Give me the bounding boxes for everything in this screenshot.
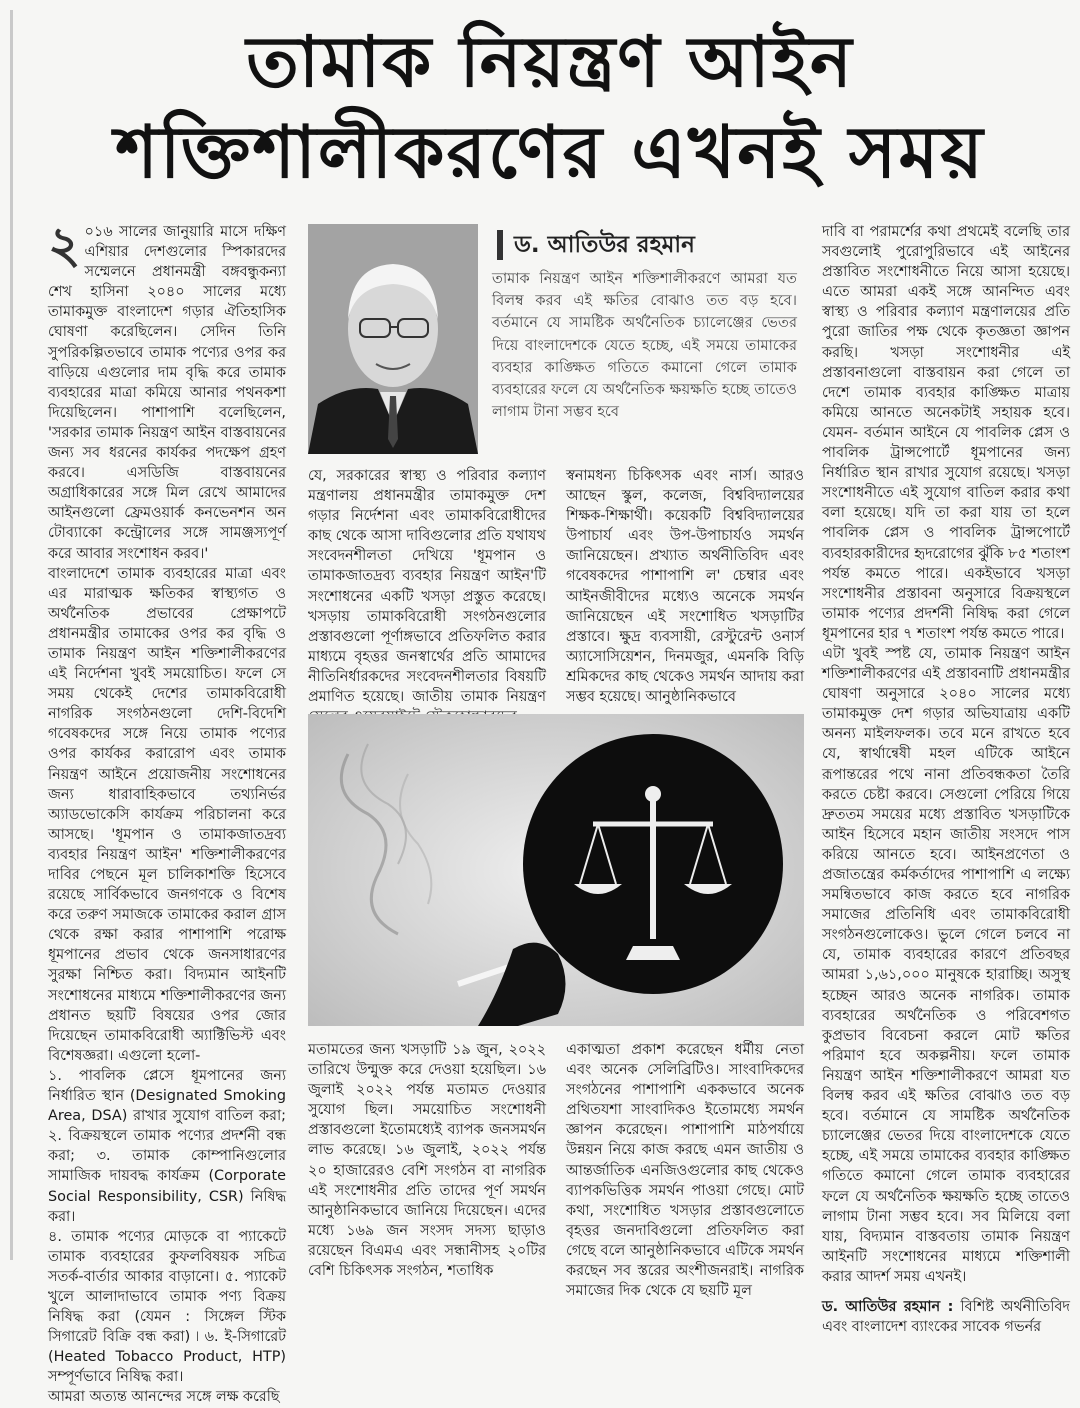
article-column-1: [48, 216, 286, 1406]
article-column-3-top: [566, 466, 804, 706]
headline-line-2: শক্তিশালীকরণের এখনই সময়: [115, 110, 985, 194]
drop-cap: ২: [48, 216, 81, 274]
author-note: [822, 1297, 1070, 1337]
author-note-description: বিশিষ্ট অর্থনীতিবিদ এবং বাংলাদেশ ব্যাংকের সাবেক গভর্নর: [822, 1298, 1070, 1336]
byline-marker: [497, 230, 503, 260]
paragraph: এটা খুবই স্পষ্ট যে, তামাক নিয়ন্ত্রণ আইন শক্তিশালীকরণের এই প্রস্তাবনাটি প্রধানমন্ত্রীর ঘোষণা অনুসারে ২০৪০ সালের মধ্যে তামাকমুক্ত দেশ গড়ার অভিযাত্রায় একটি অনন্য মাইলফলক। তবে মনে রাখতে হবে যে, স্বার্থান্বেষী মহল এটিকে আইনে রূপান্তরের পথে নানা প্রতিবন্ধকতা তৈরি করতে চেষ্টা করবে। সেগুলো পেরিয়ে গিয়ে দ্রুততম সময়ের মধ্যে প্রস্তাবিত খসড়াটিকে আইন হিসেবে মহান জাতীয় সংসদে পাস করিয়ে আনতে হবে। আইনপ্রণেতা ও প্রজাতন্ত্রের কর্মকর্তাদের পাশাপাশি এ লক্ষ্যে সমন্বিতভাবে কাজ করতে হবে নাগরিক সমাজের প্রতিনিধি এবং তামাকবিরোধী সংগঠনগুলোকেও। ভুলে গেলে চলবে না যে, তামাক ব্যবহারের কারণে প্রতিবছর আমরা ১,৬১,০০০ মানুষকে হারাচ্ছি। অসুস্থ হচ্ছেন আরও অনেক নাগরিক। তামাক ব্যবহারের অর্থনৈতিক ও পরিবেশগত কুপ্রভাব বিবেচনা করলে মোট ক্ষতির পরিমাণ হবে অকল্পনীয়। ফলে তামাক নিয়ন্ত্রণ আইন শক্তিশালীকরণে আমরা যত বিলম্ব করব এই ক্ষতির বোঝাও তত বড় হবে। বর্তমানে যে সামষ্টিক অর্থনৈতিক চ্যালেঞ্জের ভেতর দিয়ে বাংলাদেশকে যেতে হচ্ছে, এই সময়ে তামাকের ব্যবহার কাঙ্ক্ষিত গতিতে কমানো গেলে তামাক ব্যবহারের ফলে যে অর্থনৈতিক ক্ষয়ক্ষতি হচ্ছে তাতেও লাগাম টানা সম্ভব হবে। সব মিলিয়ে বলা যায়, বিদ্যমান বাস্তবতায় তামাক নিয়ন্ত্রণ আইনটি সংশোধনের মাধ্যমে শক্তিশালী করার আদর্শ সময় এখনই।: [822, 645, 1070, 1285]
paragraph: স্বনামধন্য চিকিৎসক এবং নার্স। আরও আছেন স্কুল, কলেজ, বিশ্ববিদ্যালয়ের শিক্ষক-শিক্ষার্থী। কয়েকটি বিশ্ববিদ্যালয়ের উপাচার্য এবং উপ-উপাচার্যও সমর্থন জানিয়েছেন। প্রখ্যাত অর্থনীতিবিদ এবং গবেষকদের পাশাপাশি ল' চেম্বার এবং আইনজীবীদের মধ্যেও অনেকে সমর্থন জানিয়েছেন এই সংশোধিত খসড়াটির প্রস্তাবে। ক্ষুদ্র ব্যবসায়ী, রেস্টুরেন্ট ওনার্স অ্যাসোসিয়েশন, দিনমজুর, এমনকি বিড়ি শ্রমিকদের কাছ থেকেও সমর্থন আদায় করা সম্ভব হয়েছে। আনুষ্ঠানিকভাবে: [566, 468, 804, 706]
paragraph: বাংলাদেশে তামাক ব্যবহারের মাত্রা এবং এর মারাত্মক ক্ষতিকর স্বাস্থ্যগত ও অর্থনৈতিক প্রভাবের প্রেক্ষাপটে প্রধানমন্ত্রীর তামাকের ওপর কর বৃদ্ধি ও তামাক নিয়ন্ত্রণ আইন শক্তিশালীকরণের এই নির্দেশনা খুবই সময়োচিত। ফলে সে সময় থেকেই দেশের তামাকবিরোধী নাগরিক সংগঠনগুলো দেশি-বিদেশি গবেষকদের সঙ্গে নিয়ে তামাক পণ্যের ওপর কার্যকর করারোপ এবং তামাক নিয়ন্ত্রণ আইনে প্রয়োজনীয় সংশোধনের জন্য ধারাবাহিকভাবে তথ্যনির্ভর অ্যাডভোকেসি কার্যক্রম পরিচালনা করে আসছে। 'ধূমপান ও তামাকজাতদ্রব্য ব্যবহার নিয়ন্ত্রণ আইন' শক্তিশালীকরণের দাবির পেছনে মূল চালিকাশক্তি হিসেবে রয়েছে সার্বিকভাবে জনগণকে ও বিশেষ করে তরুণ সমাজকে তামাকের করাল গ্রাস থেকে রক্ষা করার পাশাপাশি পরোক্ষ ধূমপানের প্রভাব থেকে জনসাধারণের সুরক্ষা নিশ্চিত করা। বিদ্যমান আইনটি সংশোধনের মাধ্যমে শক্তিশালীকরণের জন্য প্রধানত ছয়টি বিষয়ের ওপর জোর দিয়েছেন তামাকবিরোধী অ্যাক্টিভিস্ট এবং বিশেষজ্ঞরা। এগুলো হলো-: [48, 565, 286, 1064]
pull-quote: তামাক নিয়ন্ত্রণ আইন শক্তিশালীকরণে আমরা যত বিলম্ব করব এই ক্ষতির বোঝাও তত বড় হবে। বর্তমানে যে সামষ্টিক অর্থনৈতিক চ্যালেঞ্জের ভেতর দিয়ে বাংলাদেশকে যেতে হচ্ছে, এই সময়ে তামাকের ব্যবহার কাঙ্ক্ষিত গতিতে কমানো গেলে তামাক ব্যবহারের ফলে যে অর্থনৈতিক ক্ষয়ক্ষতি হচ্ছে তাতেও লাগাম টানা সম্ভব হবে: [492, 270, 797, 421]
author-note-name: ড. আতিউর রহমান :: [822, 1298, 954, 1315]
article-column-2-bottom: [308, 1040, 546, 1280]
paragraph: আমরা অত্যন্ত আনন্দের সঙ্গে লক্ষ করেছি: [48, 1389, 280, 1406]
paragraph: মতামতের জন্য খসড়াটি ১৯ জুন, ২০২২ তারিখে উন্মুক্ত করে দেওয়া হয়েছিল। ১৬ জুলাই ২০২২ পর্যন্ত মতামত দেওয়ার সুযোগ ছিল। সময়োচিত সংশোধনী প্রস্তাবগুলো ইতোমধ্যেই ব্যাপক জনসমর্থন লাভ করেছে। ১৬ জুলাই, ২০২২ পর্যন্ত ২০ হাজারেরও বেশি সংগঠন বা নাগরিক এই সংশোধনীর প্রতি তাদের পূর্ণ সমর্থন আনুষ্ঠানিকভাবে জানিয়ে দিয়েছেন। এদের মধ্যে ১৬৯ জন সংসদ সদস্য ছাড়াও রয়েছেন বিএমএ এবং সন্ধানীসহ ২০টির বেশি চিকিৎসক সংগঠন, শতাধিক: [308, 1042, 546, 1280]
article-column-3-bottom: [566, 1040, 804, 1300]
paragraph: দাবি বা পরামর্শের কথা প্রথমেই বলেছি তার সবগুলোই পুরোপুরিভাবে এই আইনের প্রস্তাবিত সংশোধনীতে নিয়ে আসা হয়েছে। এতে আমরা একই সঙ্গে আনন্দিত এবং স্বাস্থ্য ও পরিবার কল্যাণ মন্ত্রণালয়ের প্রতি পুরো জাতির পক্ষ থেকে কৃতজ্ঞতা জ্ঞাপন করছি। খসড়া সংশোধনীর এই প্রস্তাবনাগুলো বাস্তবায়ন করা গেলে তা দেশে তামাক ব্যবহার কাঙ্ক্ষিত মাত্রায় কমিয়ে আনতে অনেকটাই সহায়ক হবে। যেমন- বর্তমান আইনে যে পাবলিক প্লেস ও পাবলিক ট্রান্সপোর্টে ধূমপানের জন্য নির্ধারিত স্থান রাখার সুযোগ রয়েছে। খসড়া সংশোধনীতে এই সুযোগ বাতিল করার কথা বলা হয়েছে। যদি তা করা যায় তা হলে পাবলিক প্লেস ও পাবলিক ট্রান্সপোর্টে ব্যবহারকারীদের হৃদরোগের ঝুঁকি ৮৫ শতাংশ পর্যন্ত কমতে পারে। একইভাবে খসড়া সংশোধনীর প্রস্তাবনা অনুসারে বিক্রয়স্থলে তামাক পণ্যের প্রদর্শনী নিষিদ্ধ করা গেলে ধূমপানের হার ৭ শতাংশ পর্যন্ত কমতে পারে।: [822, 224, 1070, 642]
article-column-4: [822, 222, 1070, 1336]
paragraph: যে, সরকারের স্বাস্থ্য ও পরিবার কল্যাণ মন্ত্রণালয় প্রধানমন্ত্রীর তামাকমুক্ত দেশ গড়ার নির্দেশনা এবং তামাকবিরোধীদের কাছ থেকে আসা দাবিগুলোর প্রতি যথাযথ সংবেদনশীলতা দেখিয়ে 'ধূমপান ও তামাকজাতদ্রব্য ব্যবহার নিয়ন্ত্রণ আইন'টি সংশোধনের একটি খসড়া প্রস্তুত করেছে। খসড়ায় তামাকবিরোধী সংগঠনগুলোর প্রস্তাবগুলো পূর্ণাঙ্গভাবে প্রতিফলিত করার মাধ্যমে বৃহত্তর জনস্বার্থের প্রতি আমাদের নীতিনির্ধারকদের সংবেদনশীলতার বিষয়টি প্রমাণিত হয়েছে। জাতীয় তামাক নিয়ন্ত্রণ: [308, 468, 546, 706]
author-portrait-illustration: [308, 224, 478, 454]
headline-line-1: তামাক নিয়ন্ত্রণ আইন: [246, 21, 854, 103]
author-photo: [308, 224, 478, 454]
author-byline: ড. আতিউর রহমান: [514, 232, 695, 258]
paragraph: একাত্মতা প্রকাশ করেছেন ধর্মীয় নেতা এবং অনেক সেলিব্রিটিও। সাংবাদিকদের সংগঠনের পাশাপাশি এককভাবে অনেক প্রথিতযশা সাংবাদিকও ইতোমধ্যে সমর্থন জ্ঞাপন করেছেন। পাশাপাশি মাঠপর্যায়ে উন্নয়ন নিয়ে কাজ করছে এমন জাতীয় ও আন্তর্জাতিক এনজিওগুলোর কাছ থেকেও ব্যাপকভিত্তিক সমর্থন পাওয়া গেছে। মোট কথা, সংশোধিত খসড়ার প্রস্তাবগুলোতে বৃহত্তর জনদাবিগুলো প্রতিফলিত করা গেছে বলে আনুষ্ঠানিকভাবে এটিকে সমর্থন করছেন সব স্তরের অংশীজনরাই। নাগরিক সমাজের দিক থেকে যে ছয়টি মূল: [566, 1042, 804, 1300]
paragraph: ০১৬ সালের জানুয়ারি মাসে দক্ষিণ এশিয়ার দেশগুলোর স্পিকারদের সম্মেলনে প্রধানমন্ত্রী বঙ্গবন্ধুকন্যা শেখ হাসিনা ২০৪০ সালের মধ্যে তামাকমুক্ত বাংলাদেশ গড়ার ঐতিহাসিক ঘোষণা করেছিলেন। সেদিন তিনি সুপরিকল্পিতভাবে তামাক পণ্যের ওপর কর বাড়িয়ে এগুলোর দাম বৃদ্ধি করে তামাক ব্যবহারের মাত্রা কমিয়ে আনার পথনকশা দিয়েছিলেন। পাশাপাশি বলেছিলেন, 'সরকার তামাক নিয়ন্ত্রণ আইন বাস্তবায়নের জন্য সব ধরনের কার্যকর পদক্ষেপ গ্রহণ করবে। এসডিজি বাস্তবায়নের অগ্রাধিকারের সঙ্গে মিল রেখে আমাদের আইনগুলো ফ্রেমওয়ার্ক কনভেনশন অন টোব্যাকো কন্ট্রোলের সঙ্গে সামঞ্জস্যপূর্ণ করে আবার সংশোধন করব।': [48, 224, 286, 562]
scales-of-justice-illustration: [308, 714, 804, 1026]
paragraph: ১. পাবলিক প্লেসে ধূমপানের জন্য নির্ধারিত স্থান (Designated Smoking Area, DSA) রাখার সুযোগ বাতিল করা; ২. বিক্রয়স্থলে তামাক পণ্যের প্রদর্শনী বন্ধ করা; ৩. তামাক কোম্পানিগুলোর সামাজিক দায়বদ্ধ কার্যক্রম (Corporate Social Responsibility, CSR) নিষিদ্ধ করা।: [48, 1067, 286, 1225]
page-edge-rule: [10, 10, 13, 1260]
paragraph: ৪. তামাক পণ্যের মোড়কে বা প্যাকেটে তামাক ব্যবহারের কুফলবিষয়ক সচিত্র সতর্ক-বার্তার আকার বাড়ানো। ৫. প্যাকেট খুলে আলাদাভাবে তামাক পণ্য বিক্রয় নিষিদ্ধ করা (যেমন : সিঙ্গেল স্টিক সিগারেট বিক্রি বন্ধ করা) ৷ ৬. ই-সিগারেট (Heated Tobacco Product, HTP) সম্পূর্ণভাবে নিষিদ্ধ করা।: [48, 1228, 286, 1386]
article-column-2-top: [308, 466, 546, 706]
tobacco-justice-illustration: [308, 714, 804, 1026]
